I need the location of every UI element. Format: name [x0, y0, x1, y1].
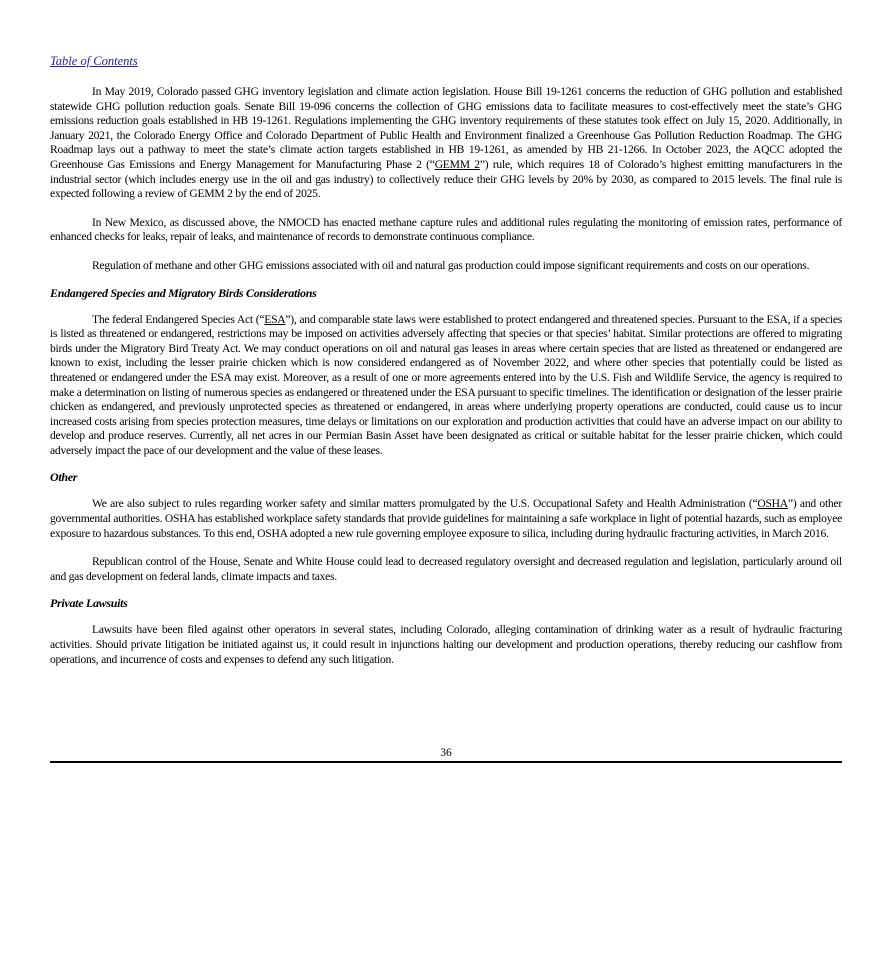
other-heading: Other	[50, 470, 78, 485]
republican-control-paragraph: Republican control of the House, Senate and White House could lead to decreased regulatory oversight and decreased regulation and legislation, particularly around oil and gas development on federal lands, climate impacts and taxes.	[50, 555, 842, 583]
esa-term: ESA	[264, 312, 286, 326]
table-of-contents-link[interactable]: Table of Contents	[50, 54, 138, 68]
gemm2-term: GEMM 2	[434, 157, 480, 171]
methane-regulation-paragraph: Regulation of methane and other GHG emissions associated with oil and natural gas production could impose significant requirements and costs on our operations.	[92, 258, 810, 272]
endangered-species-heading: Endangered Species and Migratory Birds Considerations	[50, 285, 317, 300]
osha-term: OSHA	[757, 497, 788, 511]
lawsuits-paragraph: Lawsuits have been filed against other operators in several states, including Colorado, alleging contamination of drinking water as a result of hydraulic fracturing activities. Should private litigation be initiated against us, it could result in injunctions halting our development and production operations, thereby reducing our cashflow from operations, and incurrence of costs and expenses to defend any such litigation.	[50, 623, 842, 666]
footer-divider	[50, 761, 842, 763]
page-content	[50, 52, 842, 667]
page-number: 36	[440, 746, 452, 759]
esa-paragraph: The federal Endangered Species Act (“ESA”), and comparable state laws were established to protect endangered and threatened species. Pursuant to the ESA, if a species is listed as threatened or endangered, restrictions may be imposed on activities adversely affecting that species or that species’ habitat. Similar protections are offered to migrating birds under the Migratory Bird Treaty Act. We may conduct operations on oil and natural gas leases in areas where certain species that are listed as threatened or endangered are known to exist, including the lesser prairie chicken which is now considered endangered as of November 2022, and where other species that potentially could be listed as threatened or endangered under the ESA may exist. Moreover, as a result of one or more agreements entered into by the U.S. Fish and Wildlife Service, the agency is required to make a determination on listing of numerous species as endangered or threatened under the ESA pursuant to specific timelines. The identification or designation of the lesser prairie chicken as endangered, and previously unprotected species as threatened or endangered, in areas where underlying property operations are conducted, could cause us to incur increased costs arising from species protection measures, time delays or limitations on our exploration and production activities that could have an adverse impact on our ability to develop and produce reserves. Currently, all net acres in our Permian Basin Asset have been designated as critical or suitable habitat for the lesser prairie chicken, which could adversely impact the pace of our development and the value of these leases.	[50, 312, 842, 457]
private-lawsuits-heading: Private Lawsuits	[50, 596, 128, 611]
osha-paragraph: We are also subject to rules regarding worker safety and similar matters promulgated by the U.S. Occupational Safety and Health Administration (“OSHA”) and other governmental authorities. OSHA has established workplace safety standards that provide guidelines for maintaining a safe workplace in light of potential hazards, such as employee exposure to hazardous substances. To this end, OSHA adopted a new rule governing employee exposure to silica, including during hydraulic fracturing activities, in March 2016.	[50, 497, 842, 540]
new-mexico-paragraph: In New Mexico, as discussed above, the NMOCD has enacted methane capture rules and additional rules regulating the monitoring of emission rates, performance of enhanced checks for leaks, repair of leaks, and maintenance of records to demonstrate continuous compliance.	[50, 215, 842, 244]
colorado-ghg-paragraph: In May 2019, Colorado passed GHG inventory legislation and climate action legislation. House Bill 19-1261 concerns the reduction of GHG pollution and established statewide GHG pollution reduction goals. Senate Bill 19-096 concerns the collection of GHG emissions data to facilitate measures to cost-effectively meet the state’s GHG emissions reduction goals established in HB 19-1261. Regulations implementing the GHG inventory requirements of these statutes took effect on July 15, 2020. Additionally, in January 2021, the Colorado Energy Office and Colorado Department of Public Health and Environment finalized a Greenhouse Gas Pollution Reduction Roadmap. The GHG Roadmap lays out a pathway to meet the state’s climate action targets established in HB 19-1261, as amended by HB 21-1266. In October 2023, the AQCC adopted the Greenhouse Gas Emissions and Energy Management for Manufacturing Phase 2 (“GEMM 2”) rule, which requires 18 of Colorado’s highest emitting manufacturers in the industrial sector (which includes energy use in the oil and gas industry) to collectively reduce their GHG levels by 20% by 2030, as compared to 2015 levels. The final rule is expected following a review of GEMM 2 by the end of 2025.	[50, 85, 842, 201]
